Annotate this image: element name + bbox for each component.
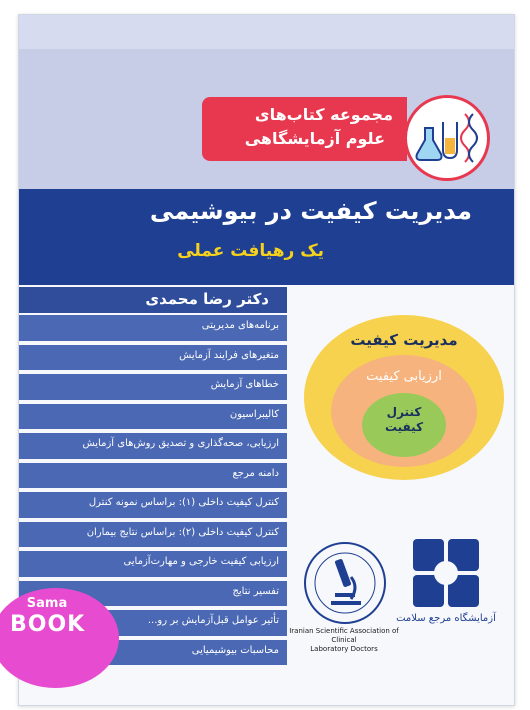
lab-flask-dna-icon — [404, 95, 490, 181]
topic-item — [19, 374, 287, 400]
topic-label: تفسیر نتایج — [232, 585, 279, 597]
topic-label: ارزیابی کیفیت خارجی و مهارت‌آزمایی — [123, 556, 279, 567]
inner-label-line-1: کنترل — [386, 405, 422, 419]
topic-label: کنترل کیفیت داخلی (۲): براساس نتایج بیماران — [86, 526, 279, 538]
author-name: دکتر رضا محمدی — [145, 290, 269, 308]
topic-item — [19, 492, 287, 518]
association-caption-line-1: Iranian Scientific Association of Clinical — [289, 627, 399, 644]
topic-label: تأثیر عوامل قبل‌آزمایش بر رو... — [147, 615, 279, 626]
inner-label-line-2: کیفیت — [384, 420, 424, 434]
series-line-1: مجموعه کتاب‌های — [254, 105, 393, 124]
topic-item — [19, 522, 287, 548]
title-band — [19, 189, 514, 285]
book-subtitle: یک رهیافت عملی — [177, 241, 324, 261]
topic-item — [19, 315, 287, 341]
topic-item — [19, 345, 287, 371]
publisher-squares-icon — [411, 537, 481, 609]
book-title: مدیریت کیفیت در بیوشیمی — [149, 197, 472, 225]
author-bar — [19, 287, 287, 313]
association-caption-line-2: Laboratory Doctors — [310, 645, 378, 653]
inner-ellipse-label — [362, 405, 446, 435]
topic-item — [19, 404, 287, 430]
quality-ellipse-diagram — [304, 315, 504, 480]
topic-label: برنامه‌های مدیریتی — [201, 320, 279, 331]
microscope-icon — [295, 537, 395, 633]
top-strip — [19, 15, 514, 49]
topic-label: محاسبات بیوشیمیایی — [191, 644, 279, 656]
watermark-brand-top: Sama — [26, 596, 68, 611]
topic-label: متغیرهای فرایند آزمایش — [179, 349, 279, 361]
topic-item — [19, 463, 287, 489]
topic-label: کنترل کیفیت داخلی (۱): براساس نمونه کنترل — [88, 497, 279, 508]
topic-label: ارزیابی، صحه‌گذاری و تصدیق روش‌های آزمایش — [82, 438, 279, 449]
outer-ellipse-label: مدیریت کیفیت — [350, 331, 458, 349]
topic-item — [19, 433, 287, 459]
middle-ellipse-label: ارزیابی کیفیت — [366, 369, 442, 384]
topic-item — [19, 551, 287, 577]
series-line-2: علوم آزمایشگاهی — [244, 129, 385, 148]
association-caption — [289, 627, 399, 654]
topic-label: خطاهای آزمایش — [210, 379, 279, 390]
topic-label: کالیبراسیون — [229, 408, 279, 420]
series-banner — [202, 97, 407, 161]
topic-label: دامنه مرجع — [232, 467, 279, 479]
publisher-name: آزمایشگاه مرجع سلامت — [396, 613, 496, 624]
watermark-brand-word: BOOK — [10, 612, 86, 637]
